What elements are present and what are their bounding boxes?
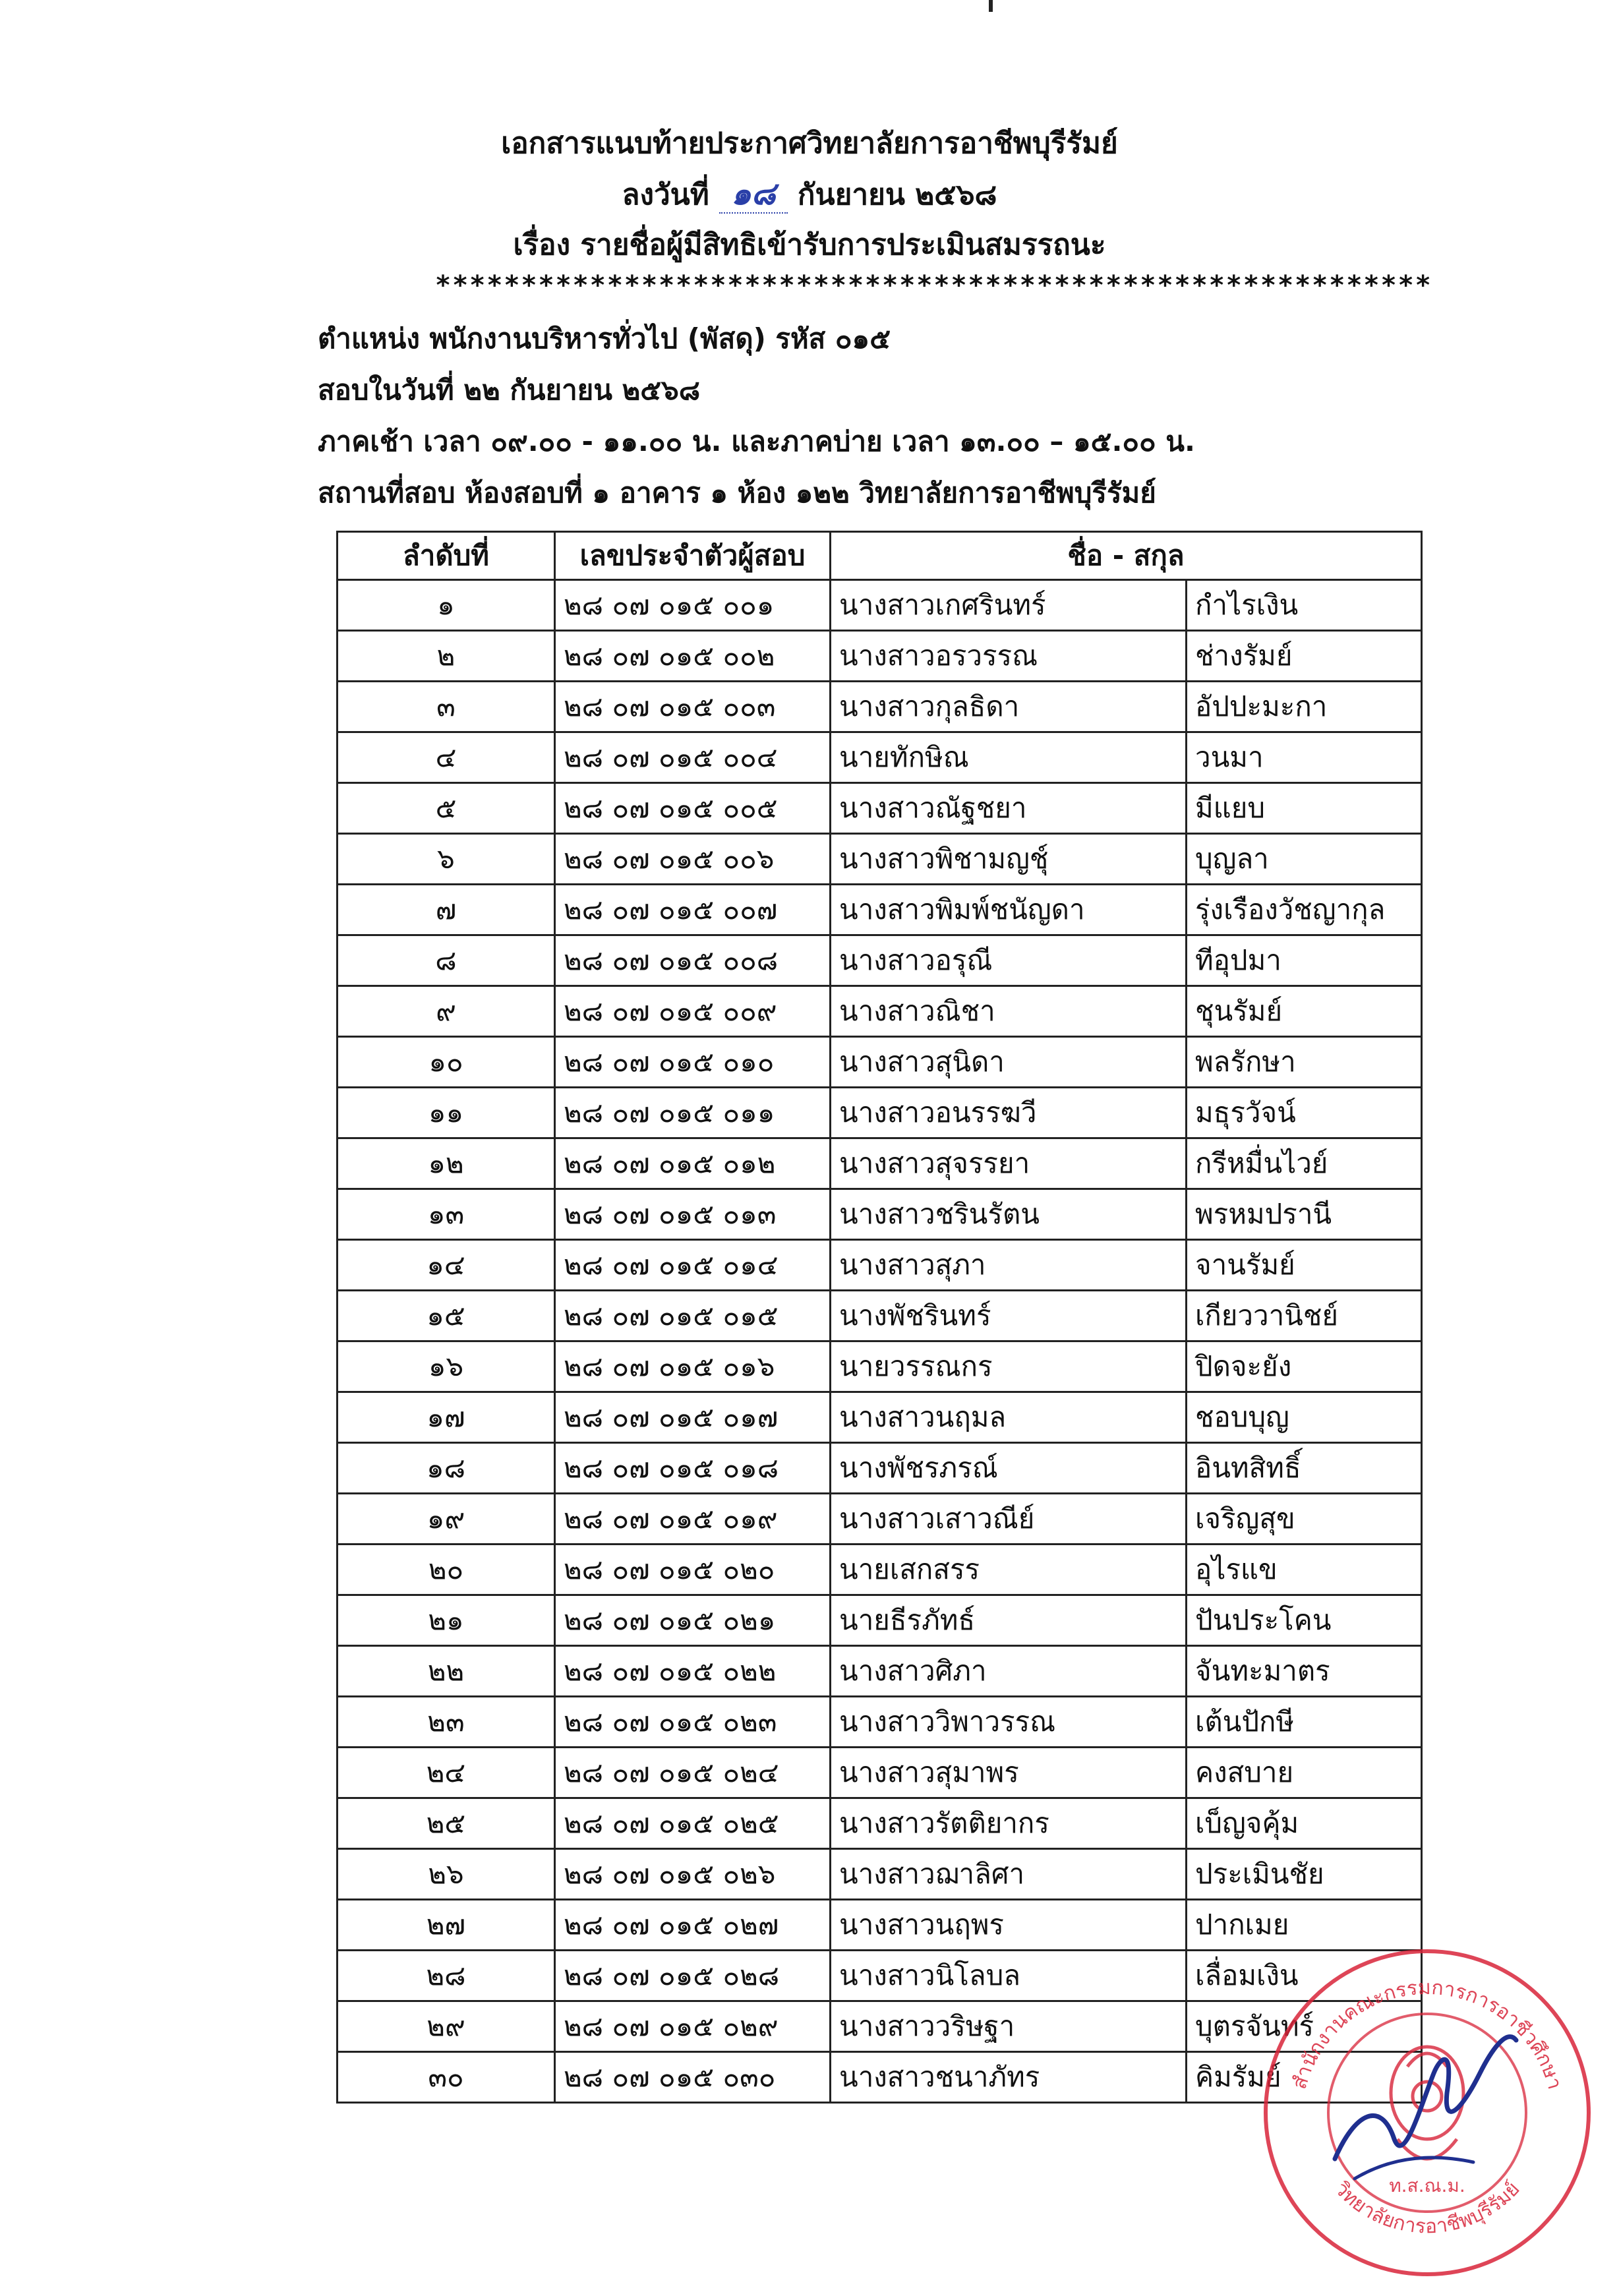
row-number: ๒๘: [338, 1951, 555, 2001]
table-row: [338, 1646, 1422, 1697]
row-number: ๕: [338, 783, 555, 834]
row-surname: เลื่อมเงิน: [1187, 1951, 1422, 2001]
row-number: ๒๕: [338, 1798, 555, 1849]
seal-bottom-text: วิทยาลัยการอาชีพบุรีรัมย์: [1330, 2177, 1525, 2239]
table-row: [338, 732, 1422, 783]
row-given-name: นางสาวนิโลบล: [831, 1951, 1187, 2001]
row-number: ๙: [338, 986, 555, 1037]
row-number: ๑๗: [338, 1392, 555, 1443]
row-given-name: นางพัชรภรณ์: [831, 1443, 1187, 1494]
seal-top-text: สำนักงานคณะกรรมการการอาชีวศึกษา: [1287, 1976, 1567, 2092]
row-exam-id: ๒๘ ๐๗ ๐๑๕ ๐๑๐: [555, 1037, 831, 1088]
row-number: ๒๓: [338, 1697, 555, 1748]
table-row: [338, 1088, 1422, 1138]
table-row: [338, 1189, 1422, 1240]
row-exam-id: ๒๘ ๐๗ ๐๑๕ ๐๒๗: [555, 1900, 831, 1951]
row-given-name: นายธีรภัทธ์: [831, 1595, 1187, 1646]
row-number: ๒: [338, 631, 555, 682]
row-surname: บุตรจันทร์: [1187, 2001, 1422, 2052]
row-exam-id: ๒๘ ๐๗ ๐๑๕ ๐๐๖: [555, 834, 831, 885]
row-given-name: นางสาวนฤมล: [831, 1392, 1187, 1443]
row-surname: เจริญสุข: [1187, 1494, 1422, 1545]
row-exam-id: ๒๘ ๐๗ ๐๑๕ ๐๒๐: [555, 1545, 831, 1595]
row-surname: กรีหมื่นไวย์: [1187, 1138, 1422, 1189]
row-number: ๘: [338, 935, 555, 986]
row-given-name: นางสาวชนาภัทร: [831, 2052, 1187, 2103]
table-row: [338, 1392, 1422, 1443]
row-surname: กำไรเงิน: [1187, 580, 1422, 631]
table-row: [338, 1138, 1422, 1189]
table-row: [338, 1748, 1422, 1798]
row-number: ๗: [338, 885, 555, 935]
row-number: ๒๔: [338, 1748, 555, 1798]
row-surname: เบ็ญจคุ้ม: [1187, 1798, 1422, 1849]
row-exam-id: ๒๘ ๐๗ ๐๑๕ ๐๐๘: [555, 935, 831, 986]
row-exam-id: ๒๘ ๐๗ ๐๑๕ ๐๒๒: [555, 1646, 831, 1697]
row-number: ๑๔: [338, 1240, 555, 1291]
page-edge-mark: [989, 0, 993, 12]
row-surname: พรหมปรานี: [1187, 1189, 1422, 1240]
row-number: ๖: [338, 834, 555, 885]
row-exam-id: ๒๘ ๐๗ ๐๑๕ ๐๐๗: [555, 885, 831, 935]
row-surname: รุ่งเรืองวัชญากุล: [1187, 885, 1422, 935]
table-row: [338, 1494, 1422, 1545]
row-number: ๑๒: [338, 1138, 555, 1189]
row-surname: อุไรแข: [1187, 1545, 1422, 1595]
table-row: [338, 986, 1422, 1037]
position-line: ตำแหน่ง พนักงานบริหารทั่วไป (พัสดุ) รหัส ๐๑๕: [318, 322, 891, 355]
row-exam-id: ๒๘ ๐๗ ๐๑๕ ๐๐๕: [555, 783, 831, 834]
row-surname: เกียววานิชย์: [1187, 1291, 1422, 1341]
exam-date-line: สอบในวันที่ ๒๒ กันยายน ๒๕๖๘: [318, 374, 701, 406]
row-exam-id: ๒๘ ๐๗ ๐๑๕ ๐๐๑: [555, 580, 831, 631]
row-given-name: นางสาวอนรรฆวี: [831, 1088, 1187, 1138]
row-exam-id: ๒๘ ๐๗ ๐๑๕ ๐๒๙: [555, 2001, 831, 2052]
row-surname: อัปปะมะกา: [1187, 682, 1422, 732]
row-exam-id: ๒๘ ๐๗ ๐๑๕ ๐๐๒: [555, 631, 831, 682]
row-surname: ชุนรัมย์: [1187, 986, 1422, 1037]
row-given-name: นางสาวสุจรรยา: [831, 1138, 1187, 1189]
row-given-name: นางสาวฌาลิศา: [831, 1849, 1187, 1900]
row-given-name: นางสาวเกศรินทร์: [831, 580, 1187, 631]
table-row: [338, 1545, 1422, 1595]
row-exam-id: ๒๘ ๐๗ ๐๑๕ ๐๑๓: [555, 1189, 831, 1240]
table-row: [338, 1849, 1422, 1900]
row-exam-id: ๒๘ ๐๗ ๐๑๕ ๐๒๕: [555, 1798, 831, 1849]
exam-venue-line: สถานที่สอบ ห้องสอบที่ ๑ อาคาร ๑ ห้อง ๑๒๒ วิทยาลัยการอาชีพบุรีรัมย์: [318, 477, 1156, 509]
row-given-name: นางสาวอรุณี: [831, 935, 1187, 986]
row-number: ๑๖: [338, 1341, 555, 1392]
table-body: [338, 580, 1422, 2103]
row-exam-id: ๒๘ ๐๗ ๐๑๕ ๐๓๐: [555, 2052, 831, 2103]
row-surname: จานรัมย์: [1187, 1240, 1422, 1291]
row-exam-id: ๒๘ ๐๗ ๐๑๕ ๐๑๙: [555, 1494, 831, 1545]
row-number: ๒๐: [338, 1545, 555, 1595]
table-row: [338, 1291, 1422, 1341]
row-given-name: นายเสกสรร: [831, 1545, 1187, 1595]
row-exam-id: ๒๘ ๐๗ ๐๑๕ ๐๑๖: [555, 1341, 831, 1392]
header-subject: เรื่อง รายชื่อผู้มีสิทธิเข้ารับการประเมินสมรรถนะ: [513, 228, 1106, 262]
star-divider: **********************************************************: [435, 270, 1432, 301]
document-header: [0, 119, 1619, 270]
table-row: [338, 1443, 1422, 1494]
row-number: ๑๑: [338, 1088, 555, 1138]
header-date-line: [0, 169, 1619, 220]
row-number: ๑: [338, 580, 555, 631]
row-given-name: นางสาวสุมาพร: [831, 1748, 1187, 1798]
row-exam-id: ๒๘ ๐๗ ๐๑๕ ๐๒๘: [555, 1951, 831, 2001]
row-exam-id: ๒๘ ๐๗ ๐๑๕ ๐๑๘: [555, 1443, 831, 1494]
row-surname: ช่างรัมย์: [1187, 631, 1422, 682]
row-exam-id: ๒๘ ๐๗ ๐๑๕ ๐๑๑: [555, 1088, 831, 1138]
row-given-name: นางสาวนฤพร: [831, 1900, 1187, 1951]
row-given-name: นางสาวชรินรัตน: [831, 1189, 1187, 1240]
row-exam-id: ๒๘ ๐๗ ๐๑๕ ๐๒๓: [555, 1697, 831, 1748]
row-given-name: นางสาวณิชา: [831, 986, 1187, 1037]
table-row: [338, 935, 1422, 986]
row-given-name: นางสาวอรวรรณ: [831, 631, 1187, 682]
table-row: [338, 783, 1422, 834]
row-given-name: นางสาวเสาวณีย์: [831, 1494, 1187, 1545]
row-given-name: นางสาวพิชามญชุ์: [831, 834, 1187, 885]
row-number: ๒๗: [338, 1900, 555, 1951]
table-row: [338, 631, 1422, 682]
table-row: [338, 1037, 1422, 1088]
row-exam-id: ๒๘ ๐๗ ๐๑๕ ๐๑๗: [555, 1392, 831, 1443]
row-exam-id: ๒๘ ๐๗ ๐๑๕ ๐๒๔: [555, 1748, 831, 1798]
row-number: ๑๕: [338, 1291, 555, 1341]
row-surname: คงสบาย: [1187, 1748, 1422, 1798]
row-surname: มธุรวัจน์: [1187, 1088, 1422, 1138]
row-surname: ปากเมย: [1187, 1900, 1422, 1951]
row-surname: วนมา: [1187, 732, 1422, 783]
row-number: ๒๑: [338, 1595, 555, 1646]
row-number: ๓: [338, 682, 555, 732]
row-given-name: นายทักษิณ: [831, 732, 1187, 783]
row-surname: พลรักษา: [1187, 1037, 1422, 1088]
row-surname: มีแยบ: [1187, 783, 1422, 834]
handwritten-day: ๑๘: [719, 175, 788, 214]
col-header-name: ชื่อ - สกุล: [831, 532, 1422, 580]
header-title: เอกสารแนบท้ายประกาศวิทยาลัยการอาชีพบุรีรัมย์: [501, 127, 1118, 160]
exam-info: [318, 313, 1195, 519]
row-given-name: นางพัชรินทร์: [831, 1291, 1187, 1341]
row-number: ๒๒: [338, 1646, 555, 1697]
row-number: ๒๙: [338, 2001, 555, 2052]
official-seal: [1256, 1941, 1599, 2284]
table-row: [338, 580, 1422, 631]
row-surname: บุญลา: [1187, 834, 1422, 885]
exam-time-line: ภาคเช้า เวลา ๐๙.๐๐ - ๑๑.๐๐ น. และภาคบ่าย เวลา ๑๓.๐๐ – ๑๕.๐๐ น.: [318, 425, 1195, 457]
row-given-name: นางสาวศิภา: [831, 1646, 1187, 1697]
row-given-name: นางสาวพิมพ์ชนัญดา: [831, 885, 1187, 935]
row-exam-id: ๒๘ ๐๗ ๐๑๕ ๐๐๔: [555, 732, 831, 783]
row-given-name: นางสาววิพาวรรณ: [831, 1697, 1187, 1748]
row-surname: อินทสิทธิ์: [1187, 1443, 1422, 1494]
row-exam-id: ๒๘ ๐๗ ๐๑๕ ๐๒๖: [555, 1849, 831, 1900]
row-number: ๑๙: [338, 1494, 555, 1545]
table-row: [338, 834, 1422, 885]
row-exam-id: ๒๘ ๐๗ ๐๑๕ ๐๐๙: [555, 986, 831, 1037]
table-header-row: [338, 532, 1422, 580]
row-given-name: นางสาวกุลธิดา: [831, 682, 1187, 732]
row-given-name: นางสาววริษฐา: [831, 2001, 1187, 2052]
row-given-name: นางสาวณัฐชยา: [831, 783, 1187, 834]
header-date-suffix: กันยายน ๒๕๖๘: [797, 178, 997, 212]
row-given-name: นายวรรณกร: [831, 1341, 1187, 1392]
row-surname: ทีอุปมา: [1187, 935, 1422, 986]
row-exam-id: ๒๘ ๐๗ ๐๑๕ ๐๒๑: [555, 1595, 831, 1646]
seal-emblem: [1391, 2047, 1463, 2159]
row-exam-id: ๒๘ ๐๗ ๐๑๕ ๐๐๓: [555, 682, 831, 732]
row-number: ๑๓: [338, 1189, 555, 1240]
row-number: ๑๘: [338, 1443, 555, 1494]
seal-center-text: ท.ส.ณ.ม.: [1389, 2175, 1465, 2196]
row-surname: เต้นปักษี: [1187, 1697, 1422, 1748]
row-surname: ประเมินชัย: [1187, 1849, 1422, 1900]
candidate-table: [336, 531, 1423, 2104]
row-number: ๑๐: [338, 1037, 555, 1088]
row-exam-id: ๒๘ ๐๗ ๐๑๕ ๐๑๔: [555, 1240, 831, 1291]
row-number: ๓๐: [338, 2052, 555, 2103]
row-number: ๔: [338, 732, 555, 783]
row-number: ๒๖: [338, 1849, 555, 1900]
row-exam-id: ๒๘ ๐๗ ๐๑๕ ๐๑๕: [555, 1291, 831, 1341]
row-exam-id: ๒๘ ๐๗ ๐๑๕ ๐๑๒: [555, 1138, 831, 1189]
table-row: [338, 885, 1422, 935]
table-row: [338, 1341, 1422, 1392]
row-surname: คิมรัมย์: [1187, 2052, 1422, 2103]
row-given-name: นางสาวสุนิดา: [831, 1037, 1187, 1088]
table-row: [338, 1595, 1422, 1646]
row-given-name: นางสาวรัตติยากร: [831, 1798, 1187, 1849]
col-header-id: เลขประจำตัวผู้สอบ: [555, 532, 831, 580]
table-row: [338, 1240, 1422, 1291]
col-header-number: ลำดับที่: [338, 532, 555, 580]
table-row: [338, 1798, 1422, 1849]
row-surname: ชอบบุญ: [1187, 1392, 1422, 1443]
header-date-prefix: ลงวันที่: [622, 178, 709, 212]
row-given-name: นางสาวสุภา: [831, 1240, 1187, 1291]
row-surname: จันทะมาตร: [1187, 1646, 1422, 1697]
row-surname: ปันประโคน: [1187, 1595, 1422, 1646]
row-surname: ปิดจะยัง: [1187, 1341, 1422, 1392]
table-row: [338, 1697, 1422, 1748]
table-row: [338, 682, 1422, 732]
